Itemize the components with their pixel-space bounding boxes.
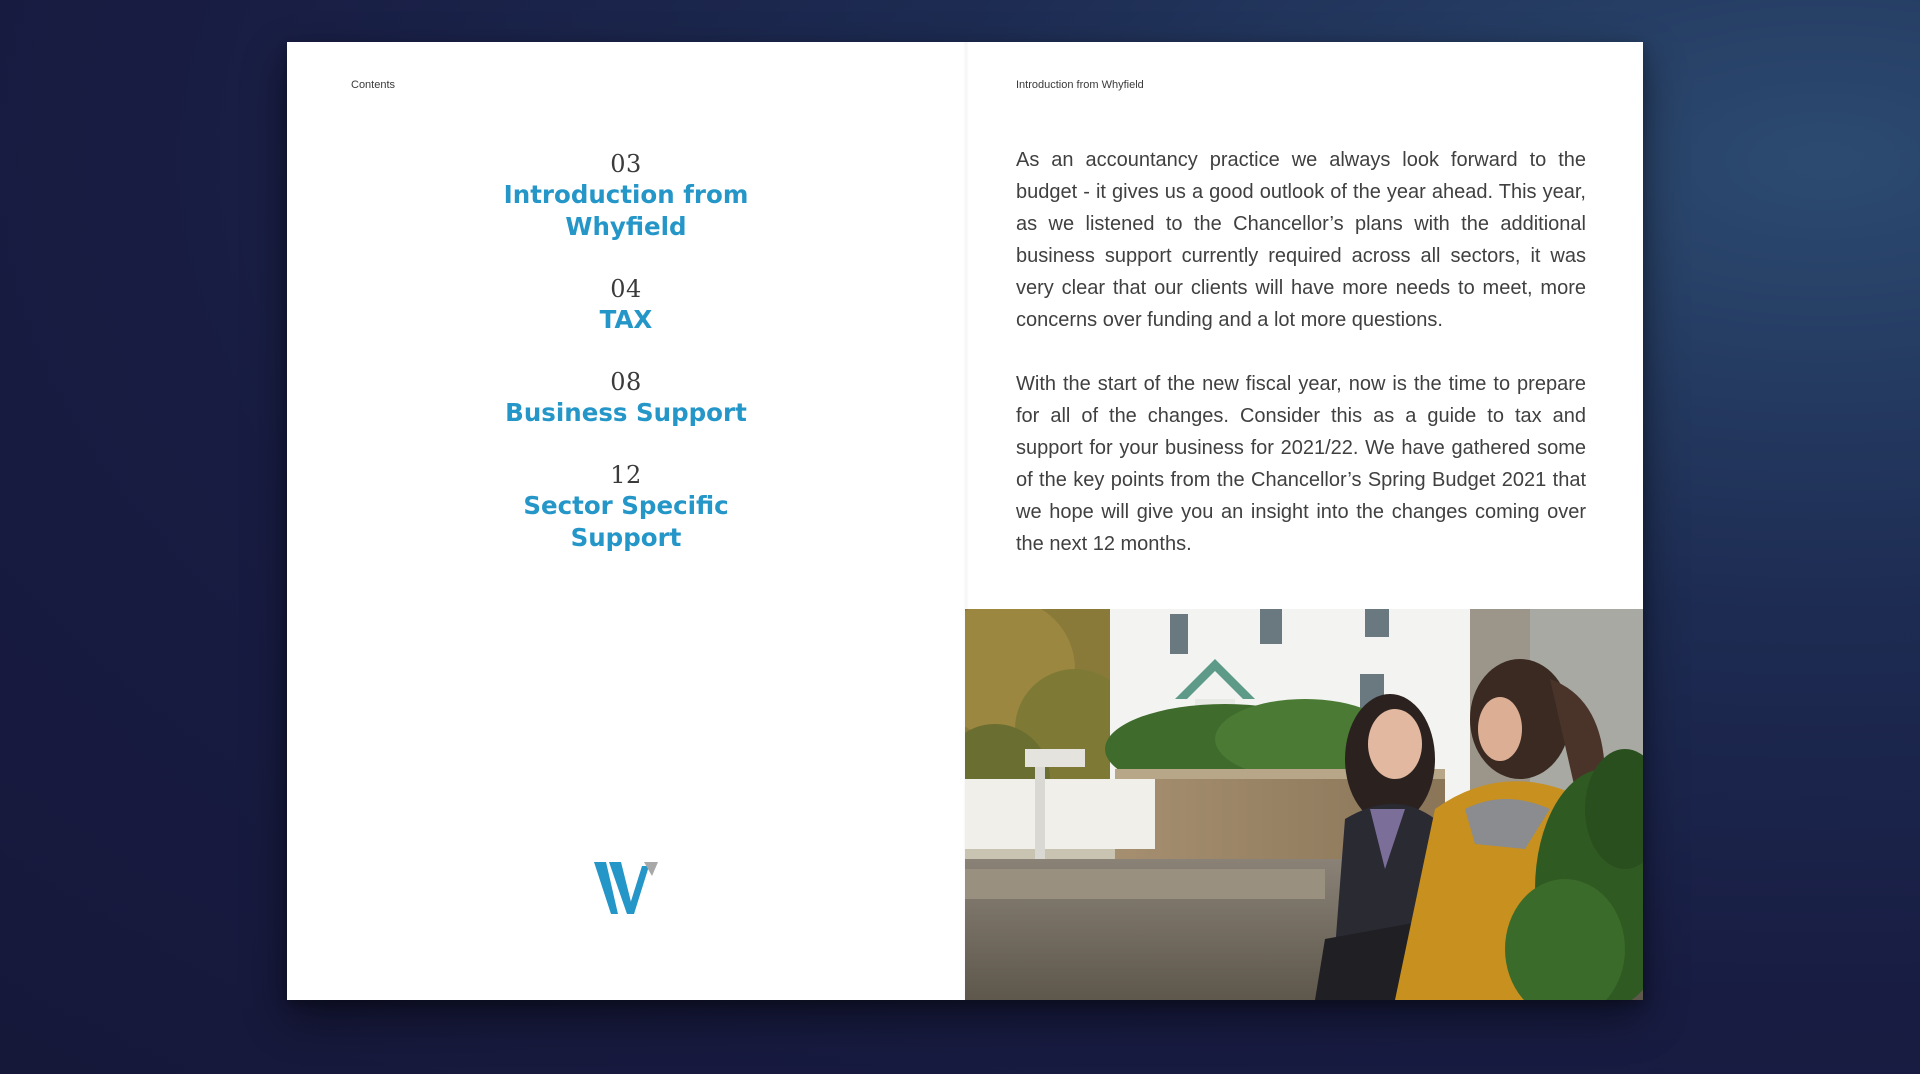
toc-title[interactable]: Introduction from Whyfield [503, 180, 749, 241]
running-head-contents: Contents [351, 79, 396, 91]
toc-title[interactable]: Business Support [505, 398, 747, 427]
toc-entry[interactable] [287, 275, 965, 336]
toc-page-number: 08 [610, 368, 642, 396]
brochure-spread [287, 42, 1643, 1000]
toc-page-number: 04 [610, 275, 642, 303]
table-of-contents [287, 150, 965, 586]
introduction-body [1016, 144, 1586, 592]
toc-entry[interactable] [287, 150, 965, 243]
intro-paragraph: As an accountancy practice we always look forward to the budget - it gives us a good outlook of the year ahead. This year, as we listened to the Chancellor’s plans with the additional business support currently required across all sectors, it was very clear that our clients will have more needs to meet, more concerns over funding and a lot more questions. [1016, 149, 1586, 331]
intro-paragraph: With the start of the new fiscal year, now is the time to prepare for all of the changes. Consider this as a guide to tax and support for your business for 2021/22. We have gathered some of the key points from the Chancellor’s Spring Budget 2021 that we hope will give you an insight into the changes coming over the next 12 months. [1016, 373, 1586, 555]
photo-two-women-talking [965, 609, 1643, 1000]
toc-title[interactable]: Sector Specific Support [523, 491, 729, 552]
running-head-introduction: Introduction from Whyfield [1016, 79, 1144, 91]
toc-page-number: 12 [610, 461, 642, 489]
toc-entry[interactable] [287, 461, 965, 554]
toc-title[interactable]: TAX [599, 305, 653, 334]
contents-page [287, 42, 965, 1000]
toc-page-number: 03 [610, 150, 642, 178]
toc-entry[interactable] [287, 368, 965, 429]
whyfield-w-logo-icon [594, 860, 658, 916]
introduction-page [965, 42, 1643, 1000]
